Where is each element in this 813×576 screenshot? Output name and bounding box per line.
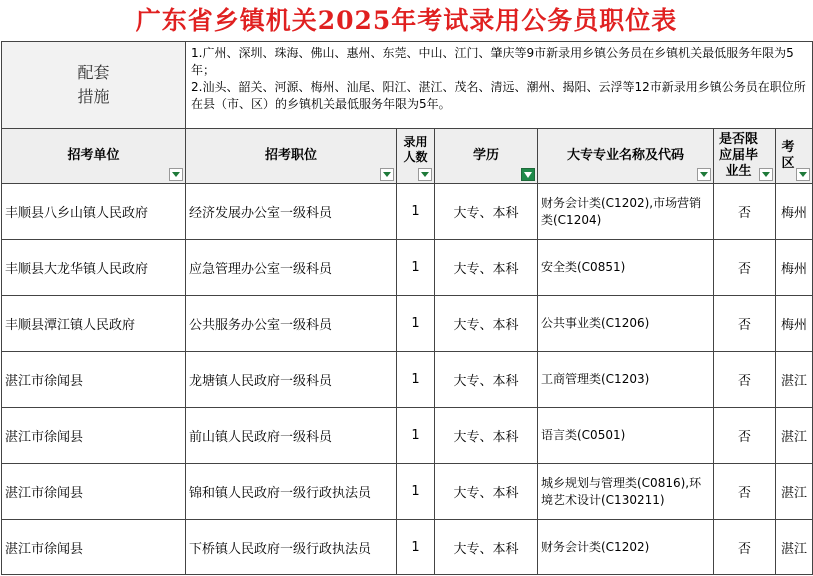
cell-area[interactable]: 梅州 bbox=[776, 240, 813, 296]
header-position bbox=[186, 129, 397, 184]
dropdown-arrow-icon bbox=[799, 172, 807, 177]
sheet-title: 广东省乡镇机关2025年考试录用公务员职位表 bbox=[135, 6, 678, 35]
cell-fresh[interactable]: 否 bbox=[714, 408, 776, 464]
header-major bbox=[538, 129, 714, 184]
table-row bbox=[2, 464, 813, 520]
filter-dropdown-unit[interactable] bbox=[169, 168, 183, 181]
filter-funnel-icon bbox=[524, 172, 532, 178]
cell-count[interactable]: 1 bbox=[397, 296, 435, 352]
header-fresh bbox=[714, 129, 776, 184]
cell-major[interactable]: 工商管理类(C1203) bbox=[538, 352, 714, 408]
cell-fresh[interactable]: 否 bbox=[714, 240, 776, 296]
cell-unit[interactable]: 湛江市徐闻县 bbox=[2, 464, 186, 520]
cell-fresh[interactable]: 否 bbox=[714, 184, 776, 240]
cell-area[interactable]: 湛江 bbox=[776, 352, 813, 408]
header-row bbox=[2, 129, 813, 184]
cell-unit[interactable]: 湛江市徐闻县 bbox=[2, 408, 186, 464]
cell-major[interactable]: 公共事业类(C1206) bbox=[538, 296, 714, 352]
dropdown-arrow-icon bbox=[172, 172, 180, 177]
cell-count[interactable]: 1 bbox=[397, 464, 435, 520]
dropdown-arrow-icon bbox=[383, 172, 391, 177]
table-row bbox=[2, 352, 813, 408]
dropdown-arrow-icon bbox=[421, 172, 429, 177]
cell-position[interactable]: 下桥镇人民政府一级行政执法员 bbox=[186, 520, 397, 575]
cell-education[interactable]: 大专、本科 bbox=[435, 352, 538, 408]
header-position-label: 招考职位 bbox=[264, 148, 317, 163]
header-count-label: 录用人数 bbox=[403, 135, 428, 164]
cell-count[interactable]: 1 bbox=[397, 408, 435, 464]
table-row bbox=[2, 184, 813, 240]
cell-position[interactable]: 锦和镇人民政府一级行政执法员 bbox=[186, 464, 397, 520]
table-row bbox=[2, 296, 813, 352]
measures-notes bbox=[186, 42, 813, 129]
header-education-label: 学历 bbox=[472, 148, 499, 163]
cell-education[interactable]: 大专、本科 bbox=[435, 520, 538, 575]
cell-fresh[interactable]: 否 bbox=[714, 520, 776, 575]
dropdown-arrow-icon bbox=[762, 172, 770, 177]
measures-label bbox=[2, 42, 186, 129]
header-major-label: 大专专业名称及代码 bbox=[566, 148, 684, 163]
cell-education[interactable]: 大专、本科 bbox=[435, 184, 538, 240]
cell-area[interactable]: 梅州 bbox=[776, 296, 813, 352]
cell-position[interactable]: 经济发展办公室一级科员 bbox=[186, 184, 397, 240]
cell-education[interactable]: 大专、本科 bbox=[435, 240, 538, 296]
cell-major[interactable]: 城乡规划与管理类(C0816),环境艺术设计(C130211) bbox=[538, 464, 714, 520]
cell-education[interactable]: 大专、本科 bbox=[435, 464, 538, 520]
cell-position[interactable]: 前山镇人民政府一级科员 bbox=[186, 408, 397, 464]
cell-area[interactable]: 湛江 bbox=[776, 408, 813, 464]
header-area bbox=[776, 129, 813, 184]
filter-active-education[interactable] bbox=[521, 168, 535, 181]
filter-dropdown-count[interactable] bbox=[418, 168, 432, 181]
measures-row bbox=[2, 42, 813, 129]
cell-unit[interactable]: 湛江市徐闻县 bbox=[2, 352, 186, 408]
cell-major[interactable]: 财务会计类(C1202) bbox=[538, 520, 714, 575]
cell-count[interactable]: 1 bbox=[397, 240, 435, 296]
header-count bbox=[397, 129, 435, 184]
cell-major[interactable]: 语言类(C0501) bbox=[538, 408, 714, 464]
cell-count[interactable]: 1 bbox=[397, 352, 435, 408]
cell-unit[interactable]: 丰顺县大龙华镇人民政府 bbox=[2, 240, 186, 296]
cell-fresh[interactable]: 否 bbox=[714, 352, 776, 408]
measures-note-1: 1.广州、深圳、珠海、佛山、惠州、东莞、中山、江门、肇庆等9市新录用乡镇公务员在乡镇机关最低服务年限为5年； bbox=[191, 46, 794, 77]
cell-fresh[interactable]: 否 bbox=[714, 464, 776, 520]
cell-position[interactable]: 龙塘镇人民政府一级科员 bbox=[186, 352, 397, 408]
cell-unit[interactable]: 丰顺县潭江镇人民政府 bbox=[2, 296, 186, 352]
table-row bbox=[2, 520, 813, 575]
header-fresh-label: 是否限应届毕业生 bbox=[718, 132, 758, 179]
header-unit-label: 招考单位 bbox=[67, 148, 120, 163]
cell-major[interactable]: 安全类(C0851) bbox=[538, 240, 714, 296]
cell-area[interactable]: 梅州 bbox=[776, 184, 813, 240]
cell-position[interactable]: 应急管理办公室一级科员 bbox=[186, 240, 397, 296]
cell-unit[interactable]: 丰顺县八乡山镇人民政府 bbox=[2, 184, 186, 240]
cell-unit[interactable]: 湛江市徐闻县 bbox=[2, 520, 186, 575]
cell-fresh[interactable]: 否 bbox=[714, 296, 776, 352]
dropdown-arrow-icon bbox=[700, 172, 708, 177]
filter-dropdown-major[interactable] bbox=[697, 168, 711, 181]
table-row bbox=[2, 408, 813, 464]
header-unit bbox=[2, 129, 186, 184]
cell-education[interactable]: 大专、本科 bbox=[435, 296, 538, 352]
measures-label-line2: 措施 bbox=[77, 87, 110, 106]
cell-count[interactable]: 1 bbox=[397, 520, 435, 575]
cell-area[interactable]: 湛江 bbox=[776, 520, 813, 575]
filter-dropdown-fresh[interactable] bbox=[759, 168, 773, 181]
filter-dropdown-position[interactable] bbox=[380, 168, 394, 181]
filter-dropdown-area[interactable] bbox=[796, 168, 810, 181]
header-area-label: 考区 bbox=[781, 140, 795, 171]
table-row bbox=[2, 240, 813, 296]
cell-count[interactable]: 1 bbox=[397, 184, 435, 240]
measures-label-line1: 配套 bbox=[77, 63, 110, 82]
cell-area[interactable]: 湛江 bbox=[776, 464, 813, 520]
header-education bbox=[435, 129, 538, 184]
job-table bbox=[1, 41, 813, 575]
cell-education[interactable]: 大专、本科 bbox=[435, 408, 538, 464]
cell-major[interactable]: 财务会计类(C1202),市场营销类(C1204) bbox=[538, 184, 714, 240]
cell-position[interactable]: 公共服务办公室一级科员 bbox=[186, 296, 397, 352]
measures-note-2: 2.汕头、韶关、河源、梅州、汕尾、阳江、湛江、茂名、清远、潮州、揭阳、云浮等12市新录用乡镇公务员在职位所在县（市、区）的乡镇机关最低服务年限为5年。 bbox=[191, 80, 806, 111]
